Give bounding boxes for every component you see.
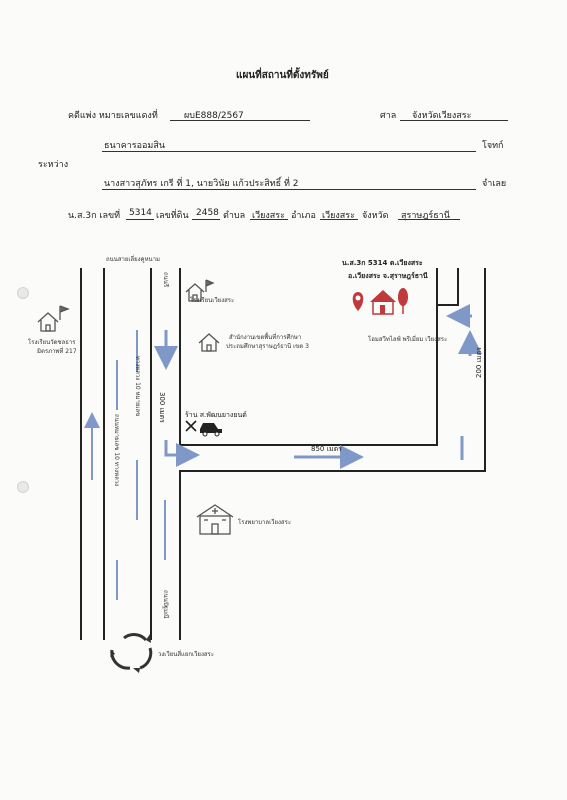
- defendant-role: จำเลย: [482, 179, 507, 189]
- highway-label: ถนนสายเลี่ยงคูหนาม: [106, 256, 160, 263]
- hospital-icon: [197, 505, 233, 534]
- side-road-label: ถนนปัฐมณี: [162, 590, 169, 619]
- district-label: อำเภอ: [291, 211, 316, 221]
- defendants: นางสาวสุภัทร เกรี ที่ 1, นายวินัย แก้วประสิทธิ์ ที่ 2: [104, 179, 299, 189]
- edu-office-label-1: สำนักงานเขตพื้นที่การศึกษา: [229, 334, 302, 341]
- plaintiff: ธนาคารออมสิน: [104, 141, 165, 151]
- plaintiff-role: โจทก์: [482, 141, 504, 151]
- deed-number: 5314: [129, 208, 152, 218]
- car-icon: [200, 423, 222, 436]
- distance-300: 300 เมตร: [158, 392, 166, 423]
- highway-vertical-label: ถนนหมายเลข 10 ทางหลวง: [113, 414, 120, 487]
- between-label: ระหว่าง: [38, 160, 69, 170]
- property-label-2: อ.เวียงสระ จ.สุราษฎร์ธานี: [348, 272, 428, 280]
- edu-office-label-2: ประถมศึกษาสุราษฎร์ธานี เขต 3: [226, 343, 309, 350]
- case-number: ผบE888/2567: [184, 111, 244, 121]
- resort-label: โฮมสวีทไลฟ์ พรีเมี่ยม เวียงสระ: [368, 336, 448, 343]
- province: สุราษฎร์ธานี: [401, 211, 450, 221]
- property-label-1: น.ส.3ก 5314 ต.เวียงสระ: [342, 259, 423, 267]
- school-left-label-2: มิตรภาพที่ 217: [37, 348, 77, 355]
- distance-850: 850 เมตร: [311, 445, 342, 453]
- office-house-icon: [199, 334, 219, 351]
- hospital-label: โรงพยาบาลเวียงสระ: [238, 519, 292, 526]
- subdistrict: เวียงสระ: [252, 211, 285, 221]
- court-label: ศาล: [380, 111, 397, 121]
- deed-label: น.ส.3ก เลขที่: [68, 211, 121, 221]
- page-title: แผนที่สถานที่ตั้งทรัพย์: [236, 70, 329, 81]
- distance-200: 200 เมตร: [475, 347, 483, 378]
- location-pin-icon: [353, 292, 364, 311]
- case-label: คดีแพ่ง หมายเลขแดงที่: [68, 111, 158, 121]
- land-label: เลขที่ดิน: [156, 211, 189, 221]
- highway-vertical-label: ทางหลวง 10 หมายเลข: [134, 356, 141, 417]
- school-left-label: โรงเรียนวัดชลธาร: [28, 339, 76, 346]
- property-house-icon: [370, 288, 408, 314]
- roundabout-label: วงเวียนสี่แยกเวียงสระ: [158, 651, 214, 658]
- side-road-label: ถนนรี: [162, 272, 169, 288]
- shop-label: ร้าน ส.พัฒนยางยนต์: [185, 411, 247, 419]
- school-right-label: โรงเรียนเวียงสระ: [190, 297, 235, 304]
- subdistrict-label: ตำบล: [223, 211, 246, 221]
- roundabout-icon: [112, 635, 151, 669]
- route-arrow: [166, 440, 188, 455]
- court-name: จังหวัดเวียงสระ: [412, 111, 472, 121]
- province-label: จังหวัด: [362, 211, 389, 221]
- district: เวียงสระ: [322, 211, 355, 221]
- land-number: 2458: [196, 208, 219, 218]
- school-house-icon: [38, 306, 68, 331]
- wrench-icon: [186, 421, 196, 431]
